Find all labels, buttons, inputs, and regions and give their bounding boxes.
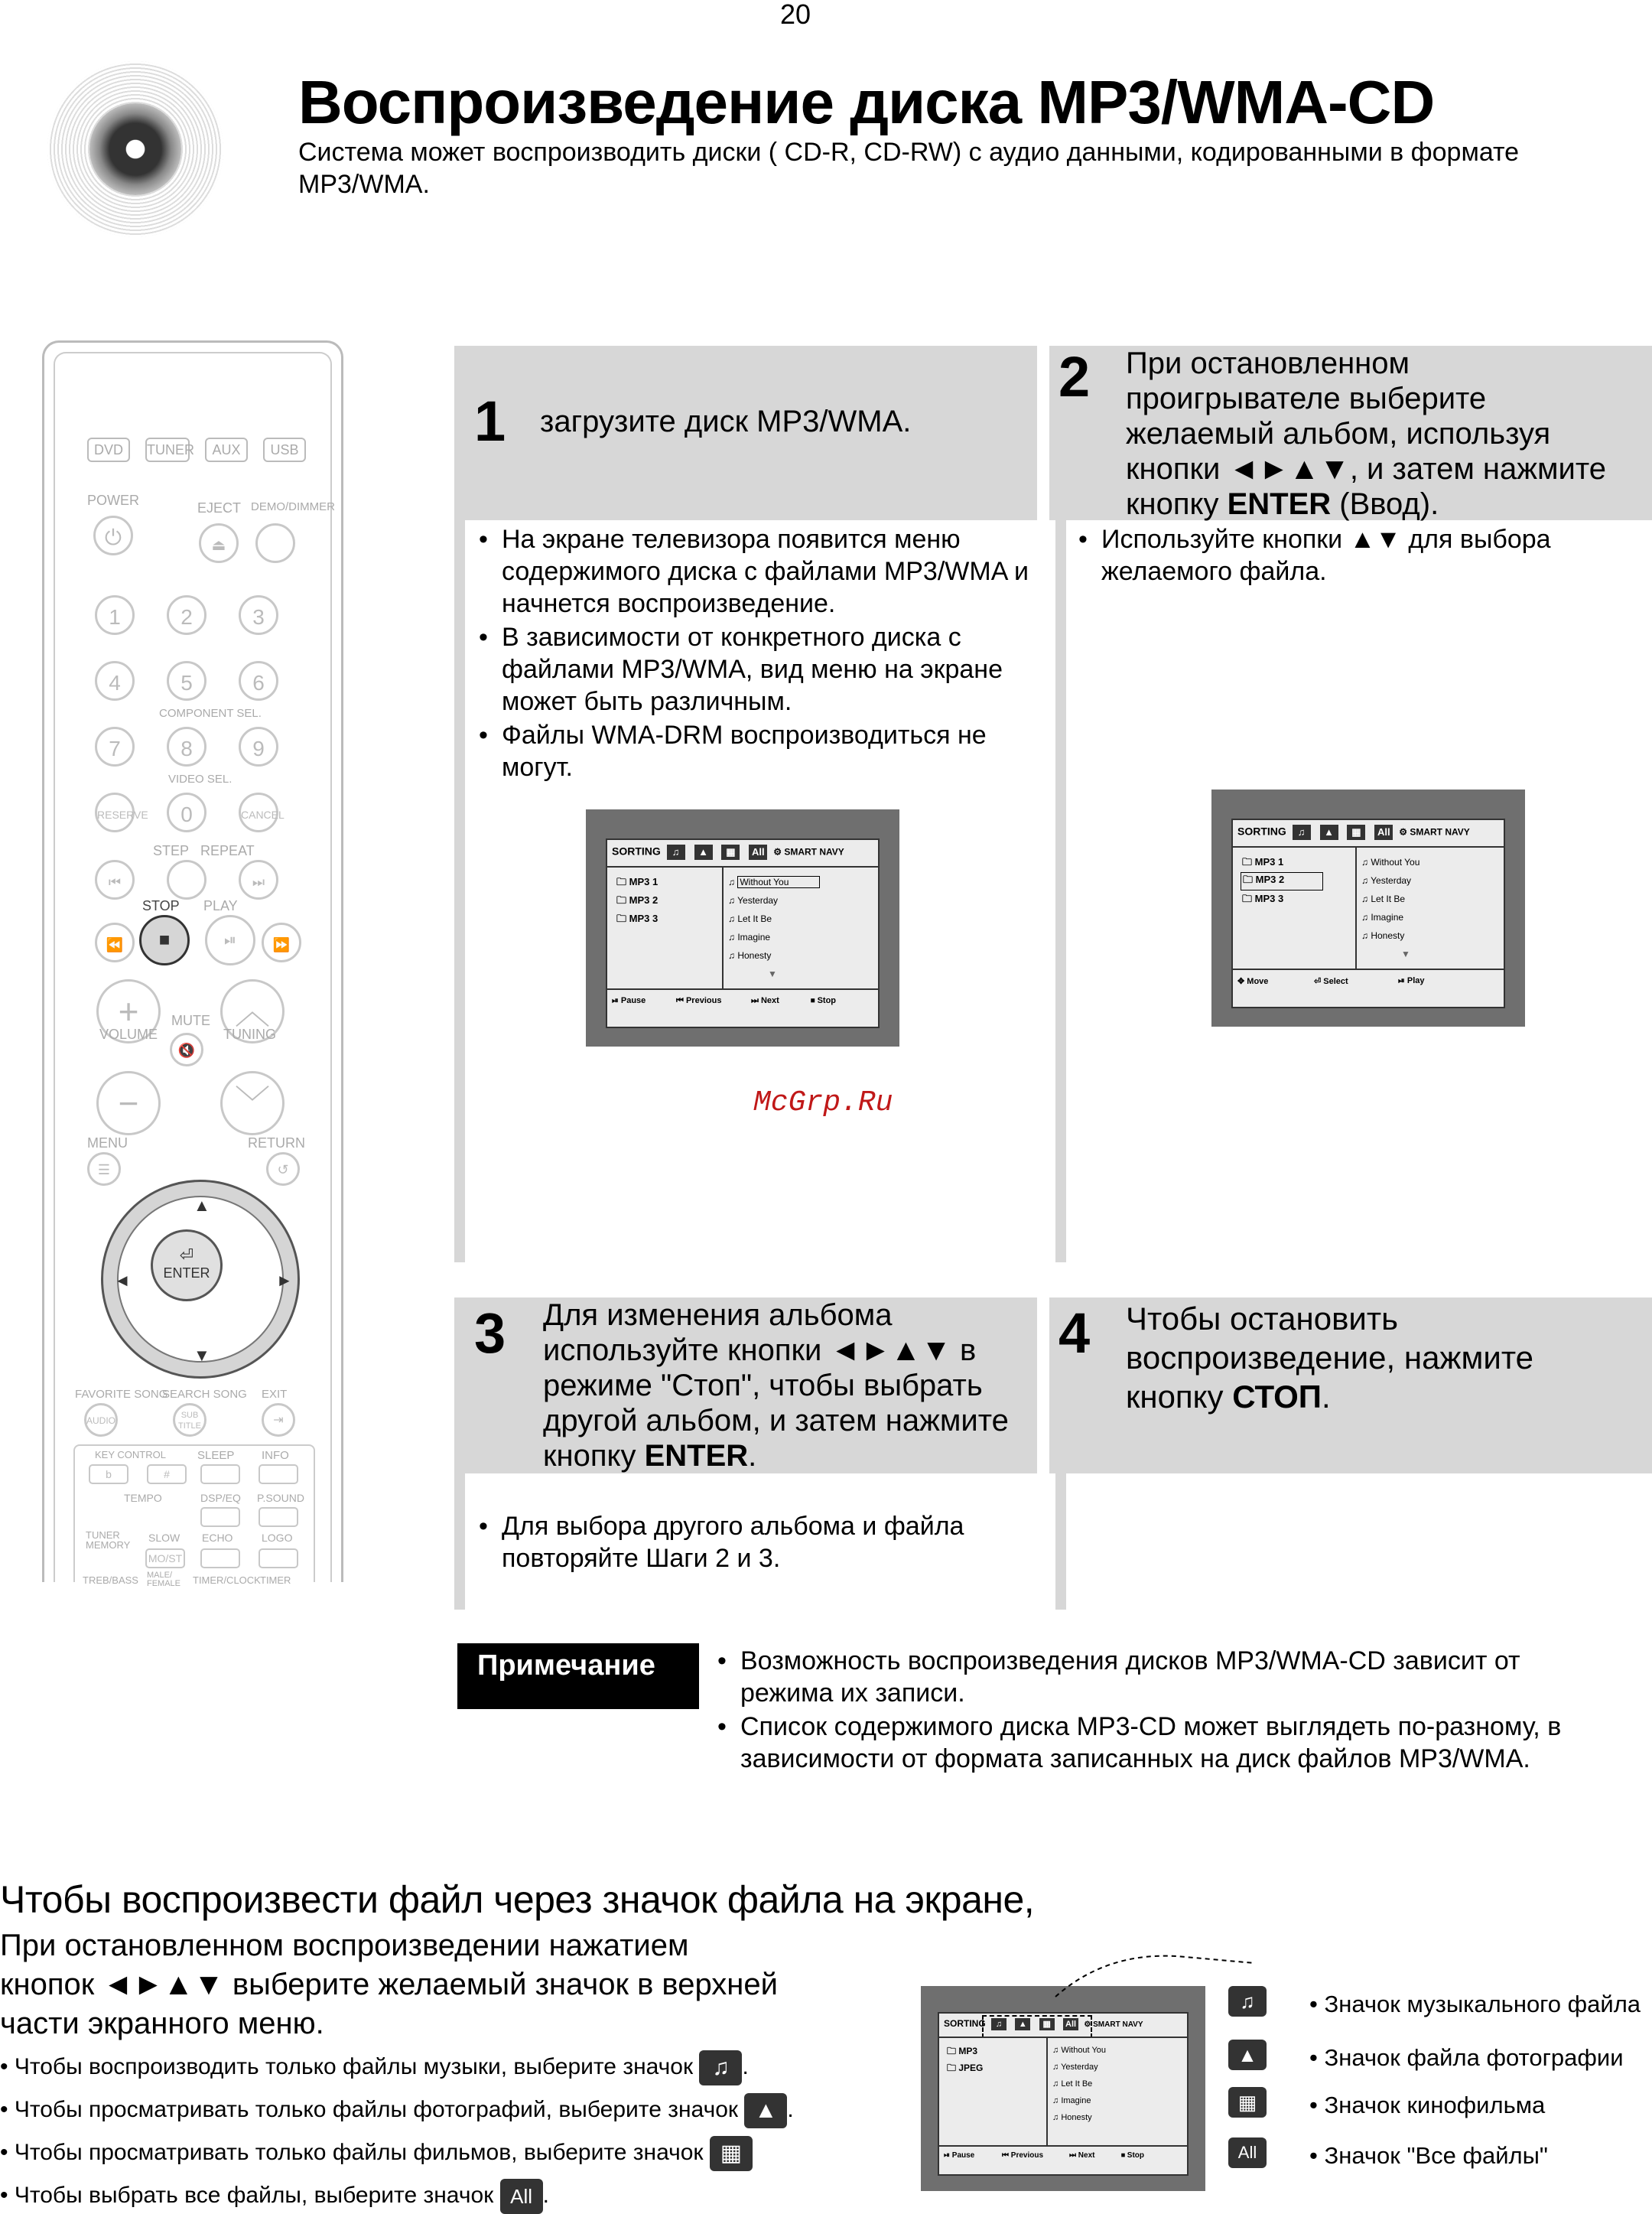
stop-label: STOP — [142, 898, 180, 913]
menu-button[interactable]: ☰ — [87, 1152, 121, 1186]
power-label: POWER — [87, 493, 140, 508]
icon-bullet-photo: • Чтобы просматривать только файлы фотографий, выберите значок ▲ . — [0, 2093, 794, 2128]
timer-clock-label: TIMER/CLOCK — [193, 1574, 261, 1586]
tuner-memory-label: TUNER MEMORY — [86, 1529, 131, 1551]
step-3-bullets — [474, 1510, 1040, 1576]
all-icon: All — [1063, 2018, 1078, 2030]
mo-st-button[interactable]: MO/ST — [145, 1548, 185, 1568]
enter-button[interactable]: ⏎ ENTER — [151, 1229, 223, 1301]
step-1-bullet: • Файлы WMA-DRM воспроизводиться не могут. — [474, 719, 1040, 783]
step-2-number: 2 — [1059, 345, 1091, 409]
song-item[interactable]: ♫ Imagine — [728, 932, 771, 943]
component-sel-label: COMPONENT SEL. — [159, 707, 262, 720]
song-item[interactable]: ♫ Yesterday — [1052, 2063, 1098, 2072]
step-4-text: Чтобы остановить воспроизведение, нажмите кнопку СТОП. — [1126, 1301, 1533, 1415]
legend-photo: • Значок файла фотографии — [1309, 2044, 1624, 2071]
cancel-button[interactable]: CANCEL — [239, 793, 278, 832]
legend-all: • Значок "Все файлы" — [1309, 2142, 1548, 2169]
music-icon: ♫ — [991, 2018, 1006, 2030]
movie-icon: ▦ — [1347, 825, 1365, 840]
eject-label: EJECT — [197, 500, 242, 516]
photo-icon: ▲ — [1320, 825, 1338, 840]
tempo-label: TEMPO — [124, 1492, 162, 1504]
play-label: PLAY — [203, 898, 238, 913]
icon-section-intro: При остановленном воспроизведении нажатием кнопок ◄►▲▼ выберите желаемый значок в верхней части экранного меню. — [0, 1929, 778, 2040]
digit-5-button[interactable]: 5 — [167, 661, 206, 701]
sleep-label: SLEEP — [197, 1449, 235, 1462]
rewind-button[interactable]: ⏪ — [95, 923, 135, 962]
subtitle-button[interactable]: SUB TITLE — [173, 1403, 206, 1437]
favorite-song-label: FAVORITE SONG — [75, 1388, 168, 1401]
mute-button[interactable]: 🔇 — [170, 1033, 203, 1066]
digit-9-button[interactable]: 9 — [239, 727, 278, 767]
step-1-number: 1 — [474, 389, 506, 453]
key-control-label: KEY CONTROL — [95, 1449, 166, 1460]
song-item[interactable]: ♫ Honesty — [1052, 2113, 1092, 2122]
down-arrow-button[interactable]: ▼ — [193, 1346, 210, 1365]
step-1-bullet: • В зависимости от конкретного диска с файлами MP3/WMA, вид меню на экране может быть различным. — [474, 621, 1040, 718]
legend-movie-icon: ▦ — [1228, 2087, 1267, 2118]
tv-screen-2: SORTING ♫ ▲ ▦ All ⚙ SMART NAVY 🗀 MP3 1 🗀 MP3 2 🗀 MP3 3 ♫ Without You ♫ Yesterday ♫ Let It Be ♫ Imagine ♫ Honesty ▼ ✥ Move ⏎ Select ⏯ Play — [1211, 790, 1525, 1027]
search-song-label: SEARCH SONG — [162, 1388, 247, 1401]
timer-label: TIMER — [260, 1574, 291, 1586]
song-item[interactable]: ♫ Let It Be — [1052, 2079, 1093, 2089]
tuning-label: TUNING — [223, 1027, 276, 1042]
all-icon: All — [1374, 825, 1393, 840]
step-4-number: 4 — [1059, 1301, 1091, 1365]
song-item[interactable]: ♫ Honesty — [1361, 930, 1405, 941]
step-2-bullets — [1074, 523, 1624, 589]
next-track-button[interactable]: ⏭ — [239, 860, 278, 900]
up-arrow-button[interactable]: ▲ — [193, 1196, 210, 1215]
photo-icon: ▲ — [694, 845, 713, 860]
legend-photo-icon: ▲ — [1228, 2040, 1267, 2070]
all-icon[interactable]: All — [500, 2179, 543, 2214]
key-flat-button[interactable]: b — [89, 1464, 128, 1484]
echo-button[interactable] — [200, 1548, 240, 1568]
exit-label: EXIT — [262, 1388, 288, 1401]
logo-label: LOGO — [262, 1532, 293, 1544]
male-female-label: MALE/ FEMALE — [147, 1571, 181, 1588]
tv-screen-1: SORTING ♫ ▲ ▦ All ⚙ SMART NAVY 🗀 MP3 1 🗀 MP3 2 🗀 MP3 3 ♫ Without You ♫ Yesterday ♫ Let It Be ♫ Imagine ♫ Honesty ▼ ⏯ Pause ⏮ Previous ⏭ Next ⏹ Stop — [586, 809, 899, 1047]
right-arrow-button[interactable]: ► — [276, 1271, 293, 1290]
source-usb-button[interactable]: USB — [263, 438, 306, 462]
song-item[interactable]: ♫ Let It Be — [1361, 894, 1406, 904]
audio-button[interactable]: AUDIO — [84, 1403, 118, 1437]
digit-0-button[interactable]: 0 — [167, 793, 206, 832]
song-item[interactable]: ♫ Yesterday — [1361, 875, 1412, 886]
legend-all-icon: All — [1228, 2137, 1267, 2168]
source-aux-button[interactable]: AUX — [205, 438, 248, 462]
step-button[interactable] — [167, 860, 206, 900]
page-title: Воспроизведение диска MP3/WMA-CD — [298, 68, 1435, 136]
navigation-pad — [101, 1180, 300, 1379]
photo-icon[interactable]: ▲ — [744, 2093, 787, 2128]
volume-label: VOLUME — [99, 1027, 158, 1042]
tuning-down-button[interactable]: ﹀ — [220, 1071, 285, 1135]
digit-6-button[interactable]: 6 — [239, 661, 278, 701]
music-icon: ♫ — [667, 845, 685, 860]
watermark: McGrp.Ru — [753, 1086, 893, 1119]
folder-item[interactable]: 🗀 MP3 1 — [1242, 856, 1284, 868]
repeat-label: REPEAT — [200, 843, 255, 858]
info-button[interactable] — [259, 1464, 298, 1484]
return-label: RETURN — [248, 1135, 305, 1151]
step-1-bullet: • На экране телевизора появится меню содержимого диска с файлами MP3/WMA и начнется воспроизведение. — [474, 523, 1040, 620]
note-list — [713, 1645, 1615, 1776]
play-pause-button[interactable]: ⏯ — [205, 915, 255, 965]
step-3-text: Для изменения альбома используйте кнопки ◄►▲▼ в режиме "Стоп", чтобы выбрать другой альбом, и затем нажмите кнопку ENTER. — [543, 1298, 1009, 1473]
song-item[interactable]: ♫ Honesty — [728, 950, 772, 961]
left-arrow-button[interactable]: ◄ — [114, 1271, 131, 1290]
slow-label: SLOW — [148, 1532, 180, 1544]
dsp-eq-label: DSP/EQ — [200, 1492, 241, 1504]
digit-4-button[interactable]: 4 — [95, 661, 135, 701]
demo-dimmer-button[interactable] — [255, 523, 295, 563]
icon-section-heading: Чтобы воспроизвести файл через значок файла на экране, — [0, 1878, 1035, 1921]
movie-icon[interactable]: ▦ — [710, 2136, 753, 2171]
prev-track-button[interactable]: ⏮ — [95, 860, 135, 900]
tuning-up-button[interactable]: ︿ — [220, 979, 285, 1044]
all-icon: All — [749, 845, 767, 860]
note-item: • Список содержимого диска MP3-CD может выглядеть по-разному, в зависимости от формата записанных на диск файлов MP3/WMA. — [713, 1711, 1615, 1775]
legend-movie: • Значок кинофильма — [1309, 2092, 1546, 2118]
remote-control — [42, 340, 343, 1588]
info-label: INFO — [262, 1449, 289, 1462]
sleep-button[interactable] — [200, 1464, 240, 1484]
photo-icon: ▲ — [1015, 2018, 1030, 2030]
tv-screen-3: SORTING ♫ ▲ ▦ All ⚙ SMART NAVY 🗀 MP3 🗀 JPEG ♫ Without You ♫ Yesterday ♫ Let It Be ♫ Imagine ♫ Honesty ⏯ Pause ⏮ Previous ⏭ Next ⏹ Stop — [921, 1986, 1205, 2191]
folder-item[interactable]: 🗀 MP3 2 — [1241, 872, 1323, 890]
song-item[interactable]: ♫ Without You — [1052, 2046, 1107, 2055]
icon-bullet-all: • Чтобы выбрать все файлы, выберите значок All . — [0, 2179, 549, 2214]
disc-icon — [47, 61, 223, 237]
page-subtitle: Система может воспроизводить диски ( CD-R, CD-RW) с аудио данными, кодированными в формате MP3/WMA. — [298, 138, 1520, 199]
note-item: • Возможность воспроизведения дисков MP3/WMA-CD зависит от режима их записи. — [713, 1645, 1615, 1709]
folder-item[interactable]: 🗀 MP3 3 — [616, 913, 659, 924]
song-item[interactable]: ♫ Imagine — [1361, 912, 1404, 923]
step-1-bullets — [474, 523, 1040, 785]
digit-8-button[interactable]: 8 — [167, 727, 206, 767]
song-item[interactable]: ♫ Imagine — [1052, 2096, 1091, 2105]
key-sharp-button[interactable]: # — [147, 1464, 187, 1484]
exit-button[interactable]: ⇥ — [262, 1403, 295, 1437]
eject-button[interactable]: ⏏ — [199, 523, 239, 563]
echo-label: ECHO — [202, 1532, 233, 1544]
digit-7-button[interactable]: 7 — [95, 727, 135, 767]
icon-bullet-movie: • Чтобы просматривать только файлы фильмов, выберите значок ▦ — [0, 2136, 753, 2171]
treb-bass-label: TREB/BASS — [83, 1574, 138, 1586]
song-item[interactable]: ♫ Without You — [728, 877, 820, 887]
song-item[interactable]: ♫ Yesterday — [728, 895, 779, 906]
page-number: 20 — [780, 0, 811, 30]
music-icon: ♫ — [1293, 825, 1311, 840]
legend-music-icon: ♫ — [1228, 1986, 1267, 2017]
song-item[interactable]: ♫ Let It Be — [728, 913, 772, 924]
step-1-text: загрузите диск MP3/WMA. — [540, 405, 912, 438]
step-3-number: 3 — [474, 1301, 506, 1365]
digit-2-button[interactable]: 2 — [167, 595, 206, 635]
source-tuner-button[interactable]: TUNER — [145, 438, 190, 462]
folder-item[interactable]: 🗀 MP3 — [947, 2046, 978, 2056]
stop-button[interactable]: ■ — [139, 915, 190, 965]
step-2-text: При остановленном проигрывателе выберите желаемый альбом, используя кнопки ◄►▲▼, и затем нажмите кнопку ENTER (Ввод). — [1126, 347, 1606, 521]
source-dvd-button[interactable]: DVD — [87, 438, 130, 462]
p-sound-label: P.SOUND — [257, 1492, 304, 1504]
p-sound-button[interactable] — [259, 1507, 298, 1527]
volume-up-button[interactable]: + — [96, 979, 161, 1044]
step-3-bullet: • Для выбора другого альбома и файла повторяйте Шаги 2 и 3. — [474, 1510, 1040, 1574]
step-label: STEP — [153, 843, 190, 858]
music-icon[interactable]: ♫ — [699, 2050, 742, 2085]
legend-music: • Значок музыкального файла — [1309, 1991, 1641, 2017]
reserve-button[interactable]: RESERVE — [95, 793, 135, 832]
song-item[interactable]: ♫ Without You — [1361, 857, 1420, 868]
fast-forward-button[interactable]: ⏩ — [262, 923, 301, 962]
folder-item[interactable]: 🗀 MP3 3 — [1242, 893, 1284, 904]
mute-label: MUTE — [171, 1013, 210, 1028]
power-button[interactable]: ⏻ — [93, 516, 133, 555]
logo-button[interactable] — [259, 1548, 298, 1568]
demo-label: DEMO/DIMMER — [251, 500, 335, 513]
folder-item[interactable]: 🗀 MP3 2 — [616, 894, 659, 906]
video-sel-label: VIDEO SEL. — [168, 773, 233, 786]
volume-down-button[interactable]: − — [96, 1071, 161, 1135]
movie-icon: ▦ — [1039, 2018, 1055, 2030]
icon-bullet-music: • Чтобы воспроизводить только файлы музыки, выберите значок ♫ . — [0, 2050, 749, 2085]
step-2-bullet: • Используйте кнопки ▲▼ для выбора желаемого файла. — [1074, 523, 1624, 588]
digit-1-button[interactable]: 1 — [95, 595, 135, 635]
menu-label: MENU — [87, 1135, 128, 1151]
digit-3-button[interactable]: 3 — [239, 595, 278, 635]
note-label: Примечание — [457, 1643, 699, 1709]
folder-item[interactable]: 🗀 MP3 1 — [616, 876, 659, 887]
movie-icon: ▦ — [721, 845, 740, 860]
folder-item[interactable]: 🗀 JPEG — [947, 2063, 984, 2073]
dsp-eq-button[interactable] — [200, 1507, 240, 1527]
return-button[interactable]: ↺ — [266, 1152, 300, 1186]
